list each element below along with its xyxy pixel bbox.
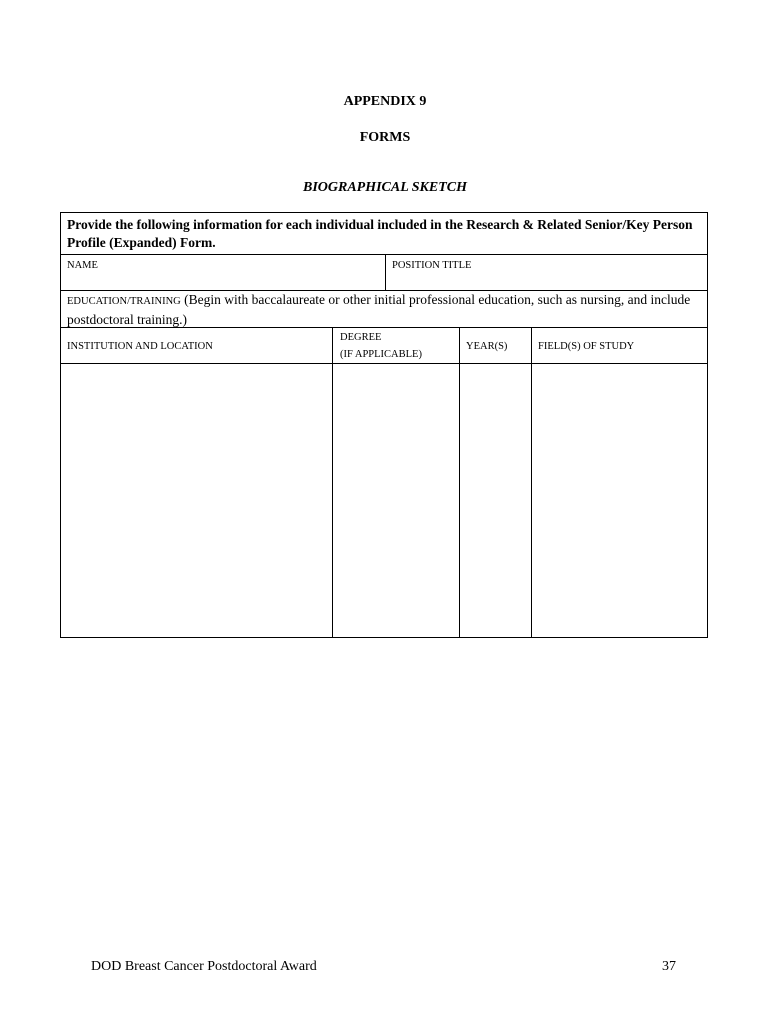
institution-entry-cell[interactable] xyxy=(61,364,332,637)
col-header-degree-line1: DEGREE xyxy=(340,332,382,343)
field-of-study-entry-cell[interactable] xyxy=(532,364,707,637)
forms-heading: FORMS xyxy=(359,130,411,145)
form-border-bottom xyxy=(60,637,708,638)
form-instructions: Provide the following information for each individual included in the Research & Related Senior/Key Person Profile (Expanded) Form. xyxy=(67,217,693,250)
education-label: EDUCATION/TRAINING xyxy=(67,296,181,307)
biographical-sketch-form xyxy=(60,212,708,638)
education-section-label xyxy=(67,291,703,329)
page-number: 37 xyxy=(662,959,676,974)
col-header-years: YEAR(S) xyxy=(466,341,508,352)
footer-award-title: DOD Breast Cancer Postdoctoral Award xyxy=(91,959,317,974)
form-border-top xyxy=(60,212,708,213)
education-instructions: (Begin with baccalaureate or other initial professional education, such as nursing, and include postdoctoral training.) xyxy=(67,292,691,327)
divider-after-instructions xyxy=(60,254,708,255)
col-header-degree-line2: (IF APPLICABLE) xyxy=(340,349,422,360)
years-entry-cell[interactable] xyxy=(460,364,531,637)
degree-entry-cell[interactable] xyxy=(333,364,459,637)
biographical-sketch-title: BIOGRAPHICAL SKETCH xyxy=(302,180,468,195)
name-field-label[interactable]: NAME xyxy=(67,260,98,271)
divider-name-position xyxy=(385,254,386,291)
appendix-heading: APPENDIX 9 xyxy=(343,94,427,109)
col-header-field-of-study: FIELD(S) OF STUDY xyxy=(538,341,635,352)
form-border-right xyxy=(707,212,708,638)
col-header-institution: INSTITUTION AND LOCATION xyxy=(67,341,213,352)
position-title-field-label[interactable]: POSITION TITLE xyxy=(392,260,472,271)
